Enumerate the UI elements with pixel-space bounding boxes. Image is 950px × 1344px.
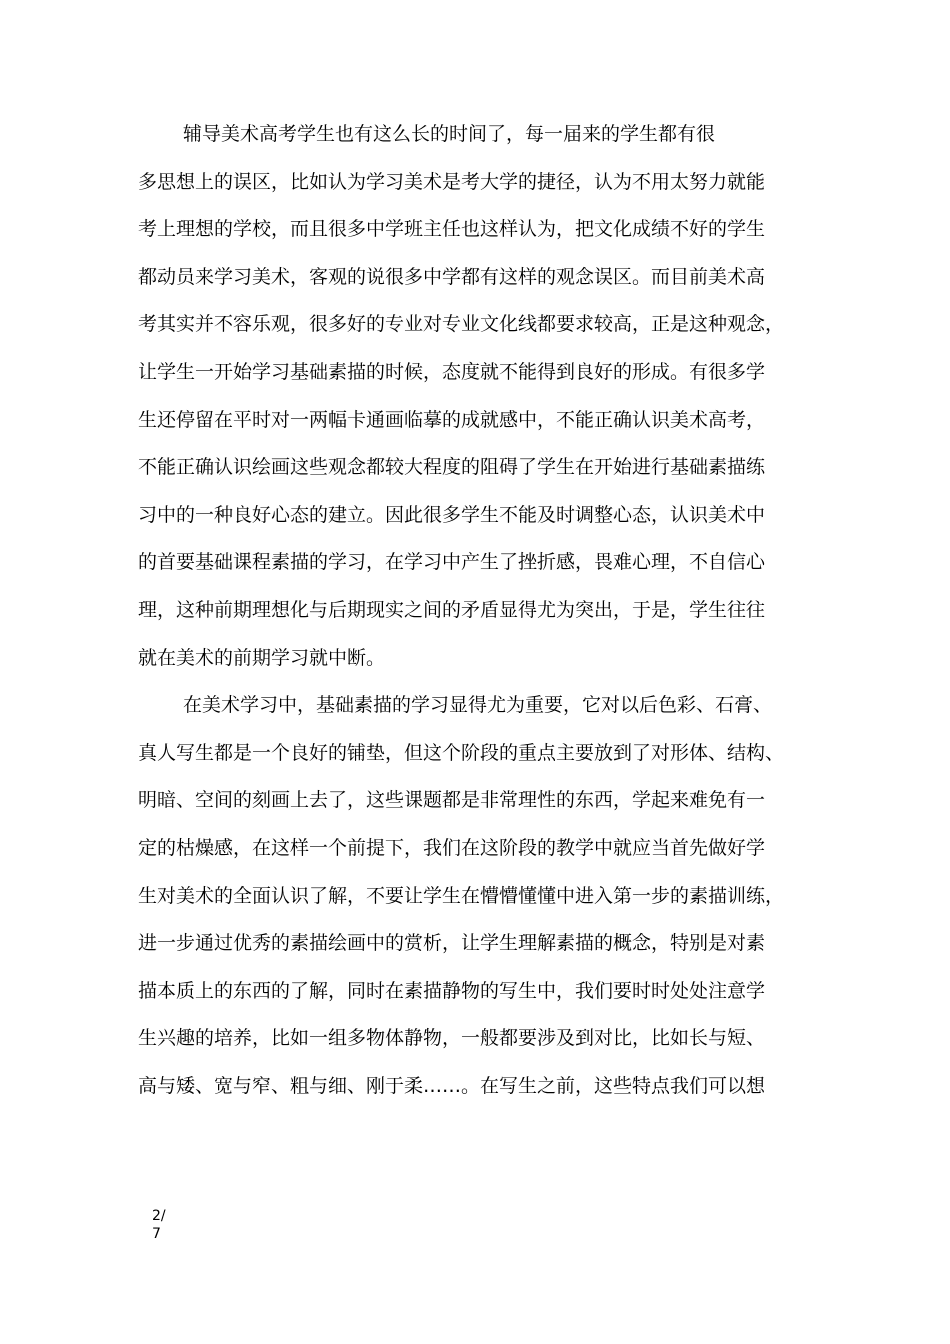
paragraph-2-line: 生兴趣的培养，比如一组多物体静物，一般都要涉及到对比，比如长与短、	[138, 1027, 766, 1050]
page-number	[152, 1207, 166, 1243]
paragraph-2-line: 在美术学习中，基础素描的学习显得尤为重要，它对以后色彩、石膏、	[183, 694, 773, 717]
paragraph-1-line: 考其实并不容乐观，很多好的专业对专业文化线都要求较高，正是这种观念，	[138, 313, 785, 336]
page-number-line-1: 2/	[152, 1208, 166, 1224]
body-text	[138, 122, 838, 1121]
page-number-line-2: 7	[152, 1226, 161, 1242]
paragraph-1-line: 习中的一种良好心态的建立。因此很多学生不能及时调整心态，认识美术中	[138, 503, 766, 526]
paragraph-1-line: 考上理想的学校，而且很多中学班主任也这样认为，把文化成绩不好的学生	[138, 218, 766, 241]
paragraph-2-line: 真人写生都是一个良好的铺垫，但这个阶段的重点主要放到了对形体、结构、	[138, 741, 785, 764]
paragraph-1-line: 都动员来学习美术，客观的说很多中学都有这样的观念误区。而目前美术高	[138, 265, 766, 288]
paragraph-2-line: 进一步通过优秀的素描绘画中的赏析，让学生理解素描的概念，特别是对素	[138, 932, 766, 955]
paragraph-1-line: 辅导美术高考学生也有这么长的时间了，每一届来的学生都有很	[183, 123, 716, 145]
paragraph-1-line: 不能正确认识绘画这些观念都较大程度的阻碍了学生在开始进行基础素描练	[138, 456, 766, 479]
paragraph-1-line: 让学生一开始学习基础素描的时候，态度就不能得到良好的形成。有很多学	[138, 360, 766, 383]
paragraph-1-line: 多思想上的误区，比如认为学习美术是考大学的捷径，认为不用太努力就能	[138, 170, 766, 193]
paragraph-1-line: 的首要基础课程素描的学习，在学习中产生了挫折感，畏难心理，不自信心	[138, 551, 766, 574]
paragraph-1-line: 理，这种前期理想化与后期现实之间的矛盾显得尤为突出，于是，学生往往	[138, 598, 766, 621]
paragraph-1-line: 就在美术的前期学习就中断。	[138, 646, 386, 669]
paragraph-2-line: 生对美术的全面认识了解，不要让学生在懵懵懂懂中进入第一步的素描训练，	[138, 884, 785, 907]
paragraph-2-line: 描本质上的东西的了解，同时在素描静物的写生中，我们要时时处处注意学	[138, 979, 766, 1002]
paragraph-2-line: 明暗、空间的刻画上去了，这些课题都是非常理性的东西，学起来难免有一	[138, 789, 766, 812]
paragraph-2-line: 高与矮、宽与窄、粗与细、刚于柔……。在写生之前，这些特点我们可以想	[138, 1074, 766, 1097]
paragraph-1-line: 生还停留在平时对一两幅卡通画临摹的成就感中，不能正确认识美术高考，	[138, 408, 766, 431]
paragraph-2-line: 定的枯燥感，在这样一个前提下，我们在这阶段的教学中就应当首先做好学	[138, 836, 766, 859]
